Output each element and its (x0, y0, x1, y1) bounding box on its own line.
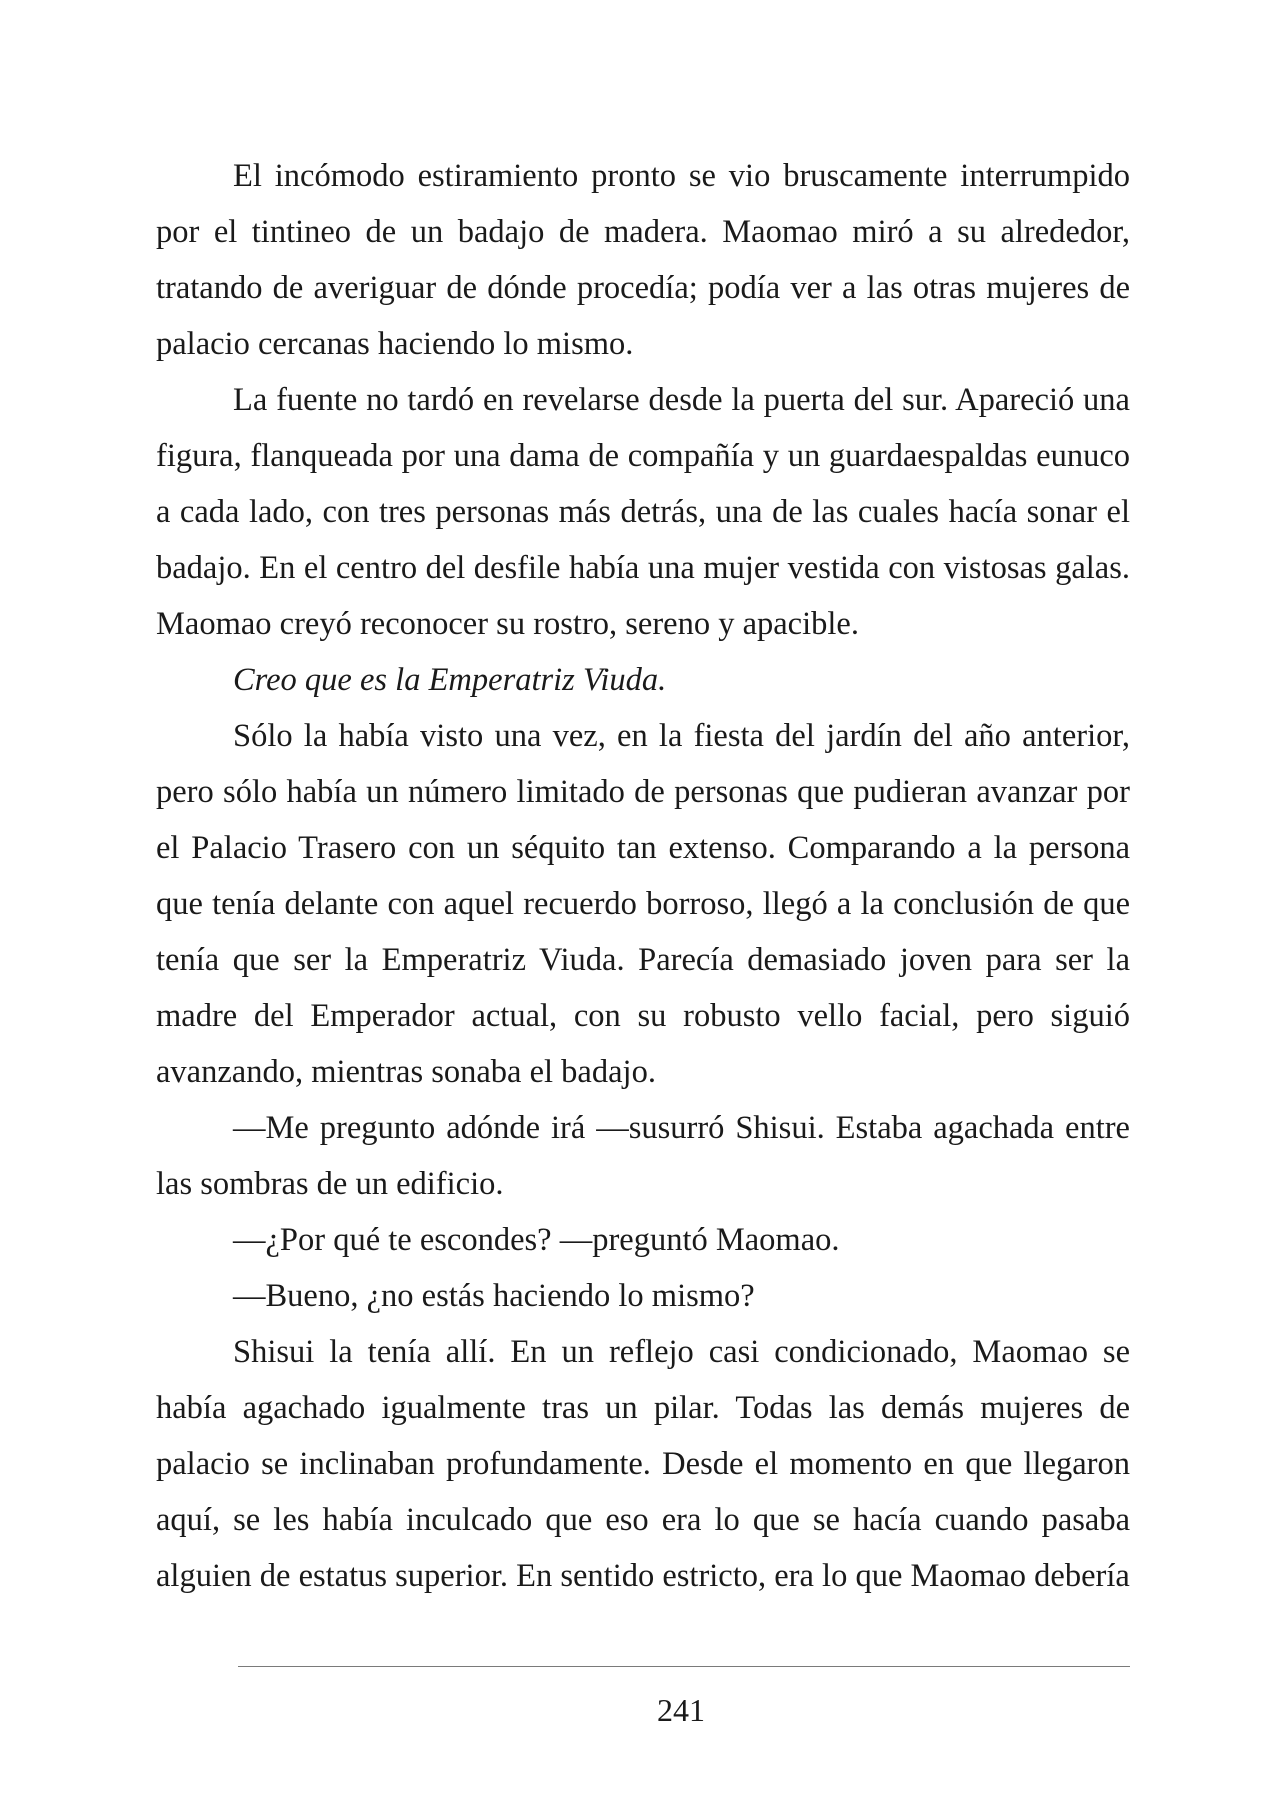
paragraph-dialogue: —Bueno, ¿no estás haciendo lo mismo? (233, 1278, 755, 1314)
footer-divider (238, 1666, 1130, 1667)
paragraph: Sólo la había visto una vez, en la fiesta del jardín del año anterior, pero sólo había un número limitado de personas que pudieran avanzar por el Palacio Trasero con un séquito tan extenso. Comparando a la persona que tenía delante con aquel recuerdo borroso, llegó a la conclusión de que tenía que ser la Emperatriz Viuda. Parecía demasiado joven para ser la madre del Emperador actual, con su robusto vello facial, pero siguió avanzando, mientras sonaba el badajo. (156, 718, 1130, 1090)
paragraph-dialogue: —Me pregunto adónde irá —susurró Shisui. Estaba agachada entre las sombras de un edificio. (156, 1110, 1130, 1202)
paragraph: El incómodo estiramiento pronto se vio bruscamente interrumpido por el tintineo de un badajo de madera. Maomao miró a su alrededor, tratando de averiguar de dónde procedía; podía ver a las otras mujeres de palacio cercanas haciendo lo mismo. (156, 158, 1130, 362)
page-number: 241 (657, 1692, 705, 1728)
paragraph: Shisui la tenía allí. En un reflejo casi condicionado, Maomao se había agachado igualmente tras un pilar. Todas las demás mujeres de palacio se inclinaban profundamente. Desde el momento en que llegaron aquí, se les había inculcado que eso era lo que se hacía cuando pasaba alguien de estatus superior. En sentido estricto, era lo que Maomao debería (156, 1334, 1130, 1594)
paragraph-dialogue: —¿Por qué te escondes? —preguntó Maomao. (233, 1222, 840, 1258)
body-text (156, 148, 1130, 1604)
paragraph: La fuente no tardó en revelarse desde la puerta del sur. Apareció una figura, flanqueada por una dama de compañía y un guardaespaldas eunuco a cada lado, con tres personas más detrás, una de las cuales hacía sonar el badajo. En el centro del desfile había una mujer vestida con vistosas galas. Maomao creyó reconocer su rostro, sereno y apacible. (156, 382, 1130, 642)
paragraph-italic-thought: Creo que es la Emperatriz Viuda. (233, 662, 667, 698)
